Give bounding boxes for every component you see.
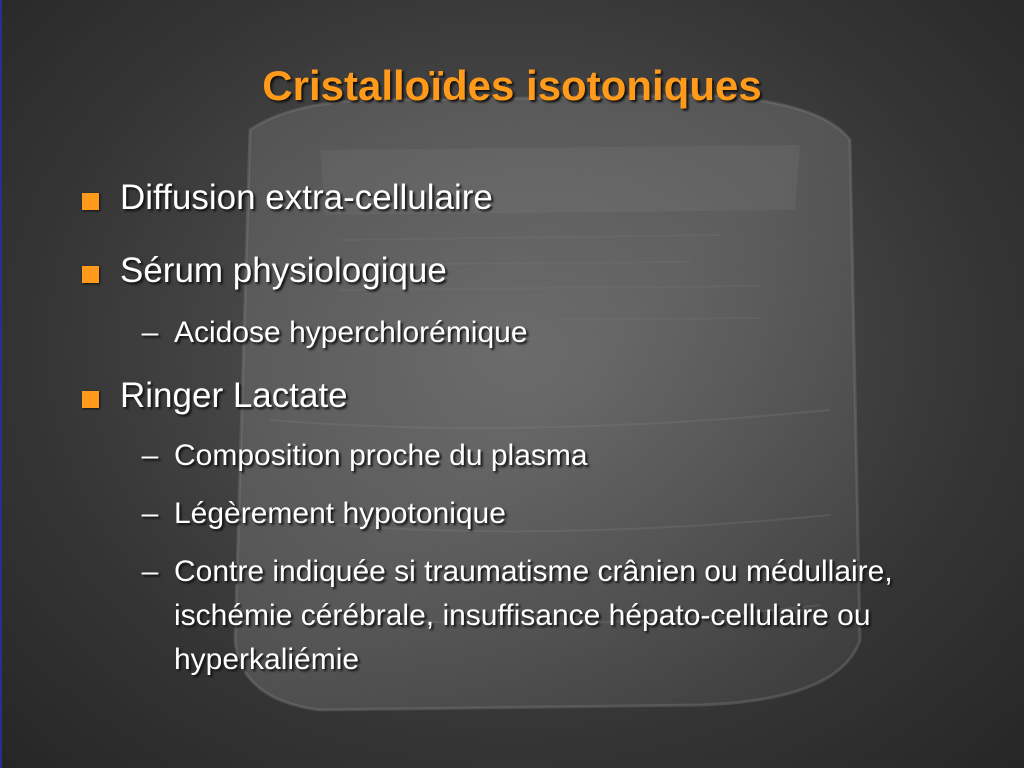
bullet-text: Ringer Lactate bbox=[120, 376, 348, 415]
slide-title: Cristalloïdes isotoniques bbox=[262, 62, 762, 109]
sub-bullet-text: Légèrement hypotonique bbox=[174, 497, 506, 530]
bullet-text: Sérum physiologique bbox=[120, 251, 447, 290]
sub-bullet-text: Contre indiquée si traumatisme crânien ou médullaire, ischémie cérébrale, insuffisance hépato-cellulaire ou hyperkaliémie bbox=[174, 555, 893, 676]
orange-square-bullet-icon bbox=[82, 391, 99, 408]
dash-bullet-icon: – bbox=[141, 555, 159, 588]
dash-bullet-icon: – bbox=[141, 439, 159, 472]
orange-square-bullet-icon bbox=[82, 193, 99, 210]
bullet-text: Diffusion extra-cellulaire bbox=[120, 178, 493, 217]
orange-square-bullet-icon bbox=[82, 266, 99, 283]
dash-bullet-icon: – bbox=[141, 316, 159, 349]
sub-bullet-text: Acidose hyperchlorémique bbox=[174, 316, 528, 349]
sub-bullet-text: Composition proche du plasma bbox=[174, 439, 588, 472]
dash-bullet-icon: – bbox=[141, 497, 159, 530]
